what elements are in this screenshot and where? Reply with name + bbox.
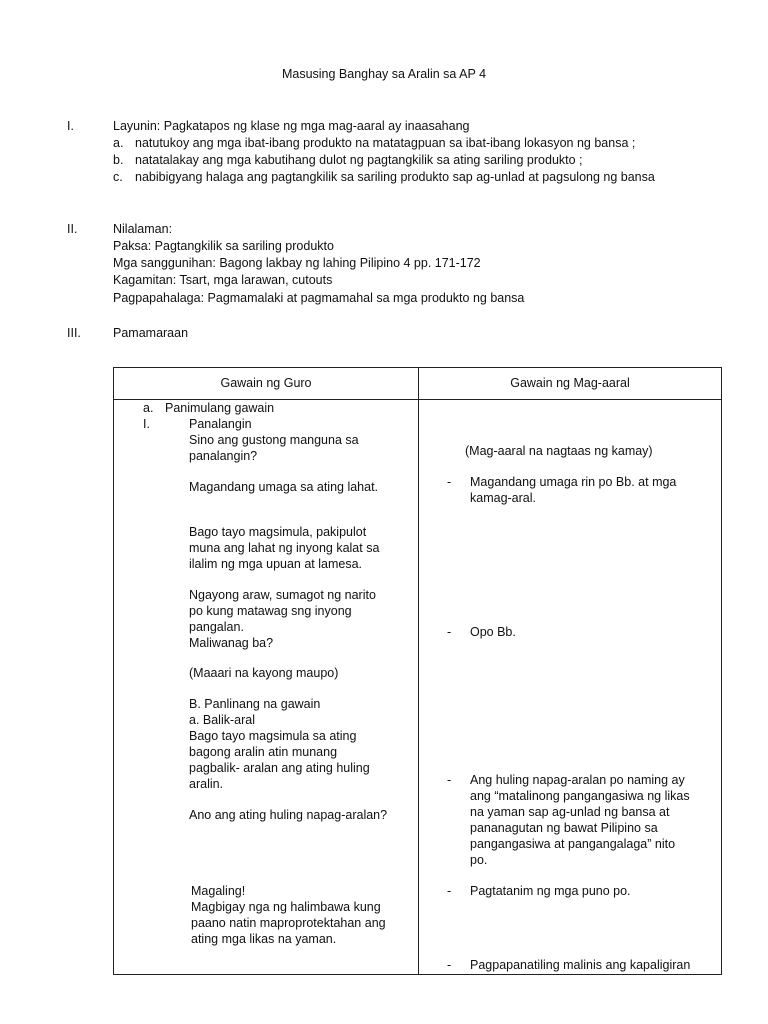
objective-c-letter: c.	[113, 170, 123, 184]
step-i-text: Panalangin	[189, 417, 252, 431]
student-response: Ang huling napag-aralan po naming ay	[470, 773, 685, 787]
guro-line: B. Panlinang na gawain	[189, 697, 321, 711]
guro-line: Ano ang ating huling napag-aralan?	[189, 808, 388, 822]
objective-a-letter: a.	[113, 136, 124, 150]
guro-line: muna ang lahat ng inyong kalat sa	[189, 541, 380, 555]
response-dash: -	[447, 773, 452, 787]
table-column-divider	[418, 368, 419, 974]
step-a-letter: a.	[143, 401, 154, 415]
response-dash: -	[447, 958, 452, 972]
guro-line: pagbalik- aralan ang ating huling	[189, 761, 370, 775]
response-dash: -	[447, 884, 452, 898]
guro-line: Bago tayo magsimula sa ating	[189, 729, 357, 743]
guro-line: Ngayong araw, sumagot ng narito	[189, 588, 376, 602]
objective-c-text: nabibigyang halaga ang pagtangkilik sa sariling produkto sap ag-unlad at pagsulong ng bansa	[135, 170, 655, 184]
guro-line: a. Balik-aral	[189, 713, 255, 727]
header-mag-aaral: Gawain ng Mag-aaral	[510, 376, 630, 390]
objective-b-letter: b.	[113, 153, 124, 167]
student-response: Opo Bb.	[470, 625, 516, 639]
guro-line: aralin.	[189, 777, 224, 791]
guro-line: (Maaari na kayong maupo)	[189, 666, 339, 680]
step-i-numeral: I.	[143, 417, 150, 431]
section-1-numeral: I.	[67, 119, 74, 133]
guro-line: paano natin maproprotektahan ang	[191, 916, 386, 930]
guro-line: pangalan.	[189, 620, 244, 634]
section-1-heading: Layunin: Pagkatapos ng klase ng mga mag-aaral ay inaasahang	[113, 119, 470, 133]
student-response: Magandang umaga rin po Bb. at mga	[470, 475, 677, 489]
guro-line: Bago tayo magsimula, pakipulot	[189, 525, 367, 539]
content-reference: Mga sanggunihan: Bagong lakbay ng lahing Pilipino 4 pp. 171-172	[113, 256, 481, 270]
student-note: (Mag-aaral na nagtaas ng kamay)	[465, 444, 653, 458]
guro-line: Magaling!	[191, 884, 246, 898]
section-2-numeral: II.	[67, 222, 78, 236]
response-dash: -	[447, 475, 452, 489]
section-2-heading: Nilalaman:	[113, 222, 173, 236]
header-guro: Gawain ng Guro	[220, 376, 312, 390]
section-3-numeral: III.	[67, 326, 81, 340]
student-response: Pagtatanim ng mga puno po.	[470, 884, 631, 898]
guro-line: Magbigay nga ng halimbawa kung	[191, 900, 381, 914]
student-response: na yaman sap ag-unlad ng bansa at	[470, 805, 670, 819]
guro-line: Sino ang gustong manguna sa	[189, 433, 359, 447]
guro-line: ilalim ng mga upuan at lamesa.	[189, 557, 363, 571]
content-materials: Kagamitan: Tsart, mga larawan, cutouts	[113, 273, 333, 287]
content-topic: Paksa: Pagtangkilik sa sariling produkto	[113, 239, 334, 253]
guro-line: panalangin?	[189, 449, 258, 463]
objective-a-text: natutukoy ang mga ibat-ibang produkto na matatagpuan sa ibat-ibang lokasyon ng bansa ;	[135, 136, 636, 150]
student-response: pananagutan ng bawat Pilipino sa	[470, 821, 658, 835]
student-response: kamag-aral.	[470, 491, 536, 505]
student-response: Pagpapanatiling malinis ang kapaligiran	[470, 958, 691, 972]
response-dash: -	[447, 625, 452, 639]
student-response: ang “matalinong pangangasiwa ng likas	[470, 789, 690, 803]
guro-line: po kung matawag sng inyong	[189, 604, 352, 618]
section-3-heading: Pamamaraan	[113, 326, 189, 340]
step-a-text: Panimulang gawain	[165, 401, 275, 415]
guro-line: Maliwanag ba?	[189, 636, 274, 650]
guro-line: Magandang umaga sa ating lahat.	[189, 480, 379, 494]
student-response: pangangasiwa at pangangalaga” nito	[470, 837, 676, 851]
guro-line: bagong aralin atin munang	[189, 745, 338, 759]
content-values: Pagpapahalaga: Pagmamalaki at pagmamahal sa mga produkto ng bansa	[113, 291, 525, 305]
student-response: po.	[470, 853, 488, 867]
procedure-table	[113, 367, 722, 975]
guro-line: ating mga likas na yaman.	[191, 932, 337, 946]
objective-b-text: natatalakay ang mga kabutihang dulot ng pagtangkilik sa ating sariling produkto ;	[135, 153, 583, 167]
document-title: Masusing Banghay sa Aralin sa AP 4	[281, 67, 487, 81]
